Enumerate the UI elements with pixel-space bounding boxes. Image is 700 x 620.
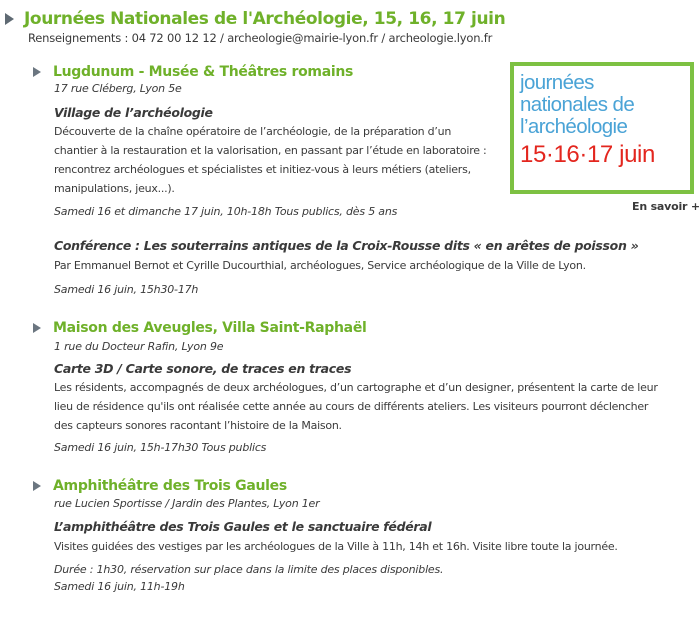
event-description <box>54 378 658 435</box>
venue-heading-amphitheatre <box>33 476 287 496</box>
description-line: Découverte de la chaîne opératoire de l’archéologie, de la préparation d’un <box>54 125 452 138</box>
event-description <box>54 122 514 198</box>
venue-name: Maison des Aveugles, Villa Saint-Raphaël <box>53 320 367 336</box>
event-title: Village de l’archéologie <box>54 105 213 120</box>
venue-address: 1 rue du Docteur Rafin, Lyon 9e <box>54 340 224 353</box>
logo-line-1: journées <box>520 71 594 94</box>
event-logo <box>510 62 694 194</box>
venue-name: Lugdunum - Musée & Théâtres romains <box>53 64 354 80</box>
description-line: Visites guidées des vestiges par les archéologues de la Ville à 11h, 14h et 16h. Visite libre toute la journée. <box>54 540 618 553</box>
venue-name: Amphithéâtre des Trois Gaules <box>53 478 287 494</box>
page-title-row <box>5 7 505 31</box>
venue-address: 17 rue Cléberg, Lyon 5e <box>54 82 182 95</box>
event-title: Carte 3D / Carte sonore, de traces en traces <box>54 361 352 376</box>
event-duration: Durée : 1h30, réservation sur place dans la limite des places disponibles. <box>54 563 444 576</box>
triangle-bullet-icon <box>33 323 41 333</box>
logo-line-2: nationales de <box>520 93 635 116</box>
description-line: manipulations, jeux...). <box>54 182 175 195</box>
description-line: Les résidents, accompagnés de deux archéologues, d’un cartographe et d’un designer, présentent la carte de leur <box>54 381 658 394</box>
event-schedule: Samedi 16 et dimanche 17 juin, 10h-18h Tous publics, dès 5 ans <box>54 205 398 218</box>
event-description <box>54 537 618 556</box>
event-description <box>54 256 586 275</box>
venue-heading-maison-aveugles <box>33 318 367 338</box>
event-schedule: Samedi 16 juin, 11h-19h <box>54 580 185 593</box>
triangle-bullet-icon <box>33 67 41 77</box>
description-line: des capteurs sonores racontant l’histoire de la Maison. <box>54 419 342 432</box>
description-line: rencontrez archéologues et spécialistes et initiez-vous à leurs métiers (ateliers, <box>54 163 471 176</box>
description-line: chantier à la restauration et la valorisation, en passant par l’étude en laboratoire : <box>54 144 487 157</box>
event-schedule: Samedi 16 juin, 15h30-17h <box>54 283 199 296</box>
triangle-bullet-icon <box>33 481 41 491</box>
logo-line-3: l’archéologie <box>520 115 628 138</box>
event-title: L’amphithéâtre des Trois Gaules et le sanctuaire fédéral <box>54 519 432 534</box>
venue-heading-lugdunum <box>33 62 353 82</box>
en-savoir-plus-link[interactable]: En savoir + <box>632 200 700 213</box>
event-title: Conférence : Les souterrains antiques de la Croix-Rousse dits « en arêtes de poisson » <box>54 238 639 253</box>
contact-info: Renseignements : 04 72 00 12 12 / archeologie@mairie-lyon.fr / archeologie.lyon.fr <box>28 31 493 45</box>
logo-dates: 15·16·17 juin <box>520 141 655 168</box>
description-line: lieu de résidence qu'ils ont réalisée cette année au cours de différents ateliers. Les visiteurs pourront déclencher <box>54 400 649 413</box>
triangle-bullet-icon <box>5 13 14 25</box>
event-schedule: Samedi 16 juin, 15h-17h30 Tous publics <box>54 441 267 454</box>
venue-address: rue Lucien Sportisse / Jardin des Plantes, Lyon 1er <box>54 497 320 510</box>
page-title: Journées Nationales de l'Archéologie, 15, 16, 17 juin <box>24 9 506 29</box>
description-line: Par Emmanuel Bernot et Cyrille Ducourthial, archéologues, Service archéologique de la Ville de Lyon. <box>54 259 586 272</box>
